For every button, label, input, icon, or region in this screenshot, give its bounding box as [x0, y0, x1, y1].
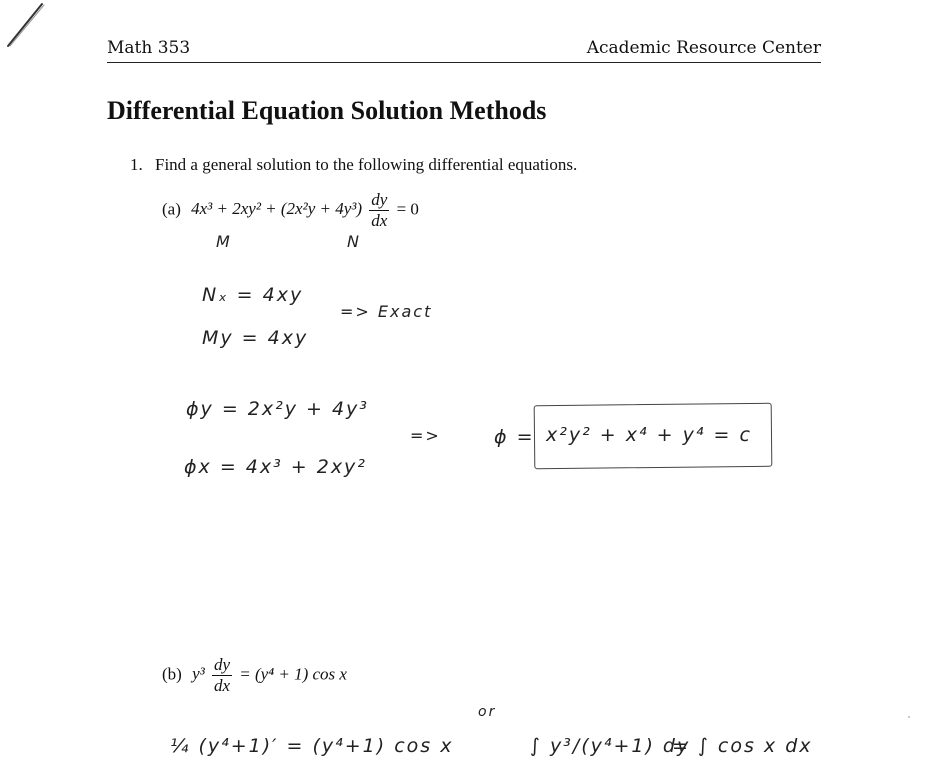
part-b-derivative [212, 655, 232, 696]
header-rule [107, 62, 821, 63]
boxed-solution: x²y² + x⁴ + y⁴ = c [546, 424, 752, 446]
problem-number: 1. [130, 155, 143, 174]
part-b-integral-right: = ∫ cos x dx [672, 735, 813, 757]
center-label: Academic Resource Center [586, 38, 821, 58]
phi-x-line: ϕx = 4x³ + 2xy² [184, 456, 367, 478]
problem-statement [130, 155, 577, 175]
phi-y-line: ϕy = 2x²y + 4y³ [186, 398, 369, 420]
part-a-lhs: 4x³ + 2xy² + (2x²y + 4y³) [191, 199, 363, 219]
part-a-frac-num: dy [371, 190, 388, 209]
part-b-equation [162, 655, 347, 696]
problem-text: Find a general solution to the following differential equations. [155, 155, 578, 174]
phi-equals: ϕ = [494, 426, 535, 448]
part-a-rhs: = 0 [396, 199, 419, 219]
part-b-frac-num: dy [213, 655, 231, 674]
or-note: or [478, 704, 497, 720]
stray-mark [908, 716, 910, 718]
part-a-label: (a) [162, 199, 181, 219]
page-title: Differential Equation Solution Methods [107, 96, 547, 125]
part-b-rhs: = (y⁴ + 1) cos x [239, 664, 347, 684]
part-b-integral-left: ∫ y³/(y⁴+1) dy [530, 735, 691, 757]
part-a-frac-den: dx [371, 211, 388, 230]
nx-line: Nₓ = 4xy [202, 284, 304, 306]
part-b-lhs: y³ [192, 664, 205, 684]
my-line: My = 4xy [202, 327, 309, 349]
part-b-frac-den: dx [213, 676, 231, 695]
exact-note: => Exact [340, 302, 433, 321]
part-a-derivative [369, 190, 389, 231]
part-b-step: ¼ (y⁴+1)′ = (y⁴+1) cos x [170, 735, 454, 757]
course-label: Math 353 [107, 38, 191, 58]
m-label: M [216, 232, 232, 251]
implies-arrow: => [410, 426, 441, 445]
part-a-equation [162, 190, 419, 231]
pen-stroke-icon [0, 0, 50, 50]
n-label: N [347, 232, 361, 251]
part-b-label: (b) [162, 664, 182, 684]
